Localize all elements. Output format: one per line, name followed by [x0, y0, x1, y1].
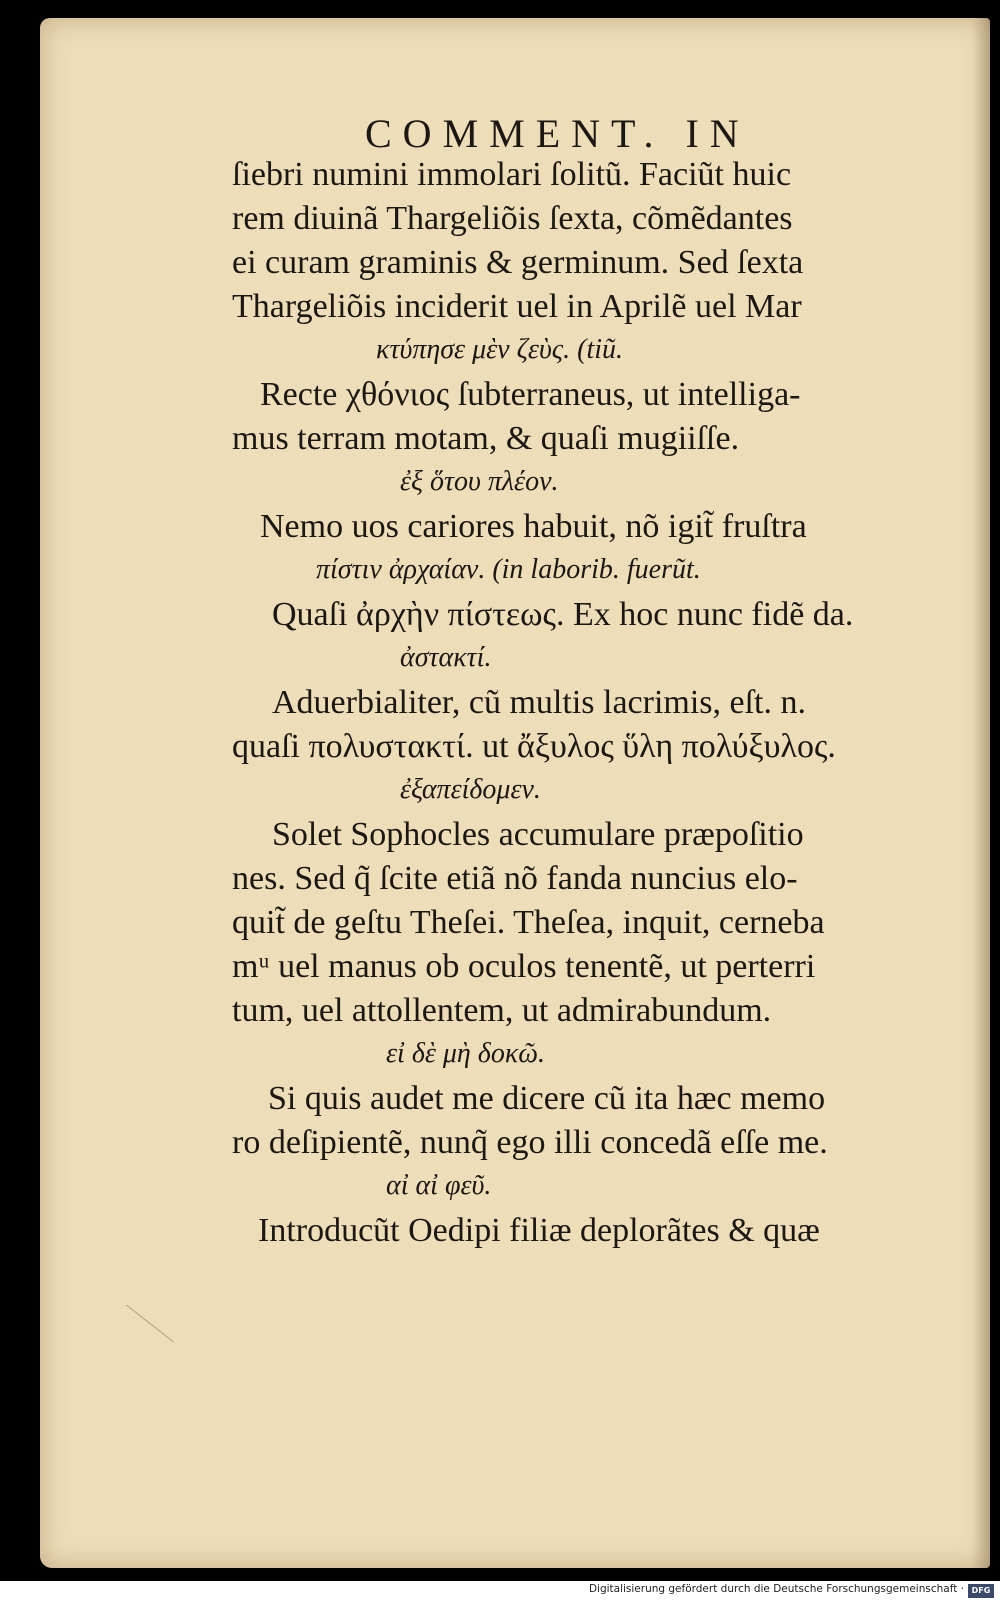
greek-lemma-line: ἀστακτί.: [400, 642, 492, 673]
text-line: ro deſipientẽ, nunq̃ ego illi concedã eſſe me.: [232, 1124, 828, 1161]
text-line: Solet Sophocles accumulare præpoſitio: [272, 816, 804, 853]
text-line: Nemo uos cariores habuit, nõ igit̃ fruſtra: [260, 508, 807, 545]
dfg-logo-icon: DFG: [968, 1584, 994, 1598]
text-line: nes. Sed q̃ ſcite etiã nõ fanda nuncius elo-: [232, 860, 798, 897]
greek-lemma-line: εἰ δὲ μὴ δοκῶ.: [386, 1038, 546, 1069]
text-line: rem diuinã Thargeliõis ſexta, cõmẽdantes: [232, 200, 793, 237]
paper-scratch-mark: [126, 1305, 174, 1343]
text-line: Quaſi ἀρχὴν πίστεως. Ex hoc nunc fidẽ da.: [272, 596, 854, 633]
page-edge-shadow: [972, 18, 990, 1568]
book-page: [40, 18, 990, 1568]
text-line: ſiebri numini immolari ſolitũ. Faciũt huic: [232, 156, 792, 193]
text-line: Aduerbialiter, cũ multis lacrimis, eſt. n.: [272, 684, 807, 721]
text-line: quaſi πολυστακτί. ut ἄξυλος ὕλη πολύξυλος.: [232, 728, 836, 765]
text-line: Thargeliõis inciderit uel in Aprilẽ uel Mar: [232, 288, 802, 325]
funding-credit: Digitalisierung gefördert durch die Deutsche Forschungsgemeinschaft ·: [588, 1583, 964, 1595]
greek-lemma-line: κτύπησε μὲν ζεὺς. (tiũ.: [376, 334, 624, 365]
footer-bar: [0, 1581, 1000, 1601]
greek-lemma-line: αἰ αἰ φεῦ.: [386, 1170, 492, 1201]
text-line: Si quis audet me dicere cũ ita hæc memo: [268, 1080, 826, 1117]
running-header: COMMENT. IN: [365, 111, 750, 156]
text-line: Recte χθόνιος ſubterraneus, ut intelliga-: [260, 376, 801, 413]
text-line: mus terram motam, & quaſi mugiiſſe.: [232, 420, 740, 457]
text-line: quit̃ de geſtu Theſei. Theſea, inquit, cerneba: [232, 904, 825, 941]
text-line: ei curam graminis & germinum. Sed ſexta: [232, 244, 804, 281]
text-line: Introducũt Oedipi filiæ deplorãtes & quæ: [258, 1212, 820, 1249]
greek-lemma-line: πίστιν ἀρχαίαν. (in laborib. fuerũt.: [316, 554, 701, 585]
text-line: mᵘ uel manus ob oculos tenentẽ, ut perterri: [232, 948, 816, 985]
text-line: tum, uel attollentem, ut admirabundum.: [232, 992, 772, 1029]
greek-lemma-line: ἐξ ὅτου πλέον.: [400, 466, 559, 497]
greek-lemma-line: ἐξαπείδομεν.: [400, 774, 541, 805]
